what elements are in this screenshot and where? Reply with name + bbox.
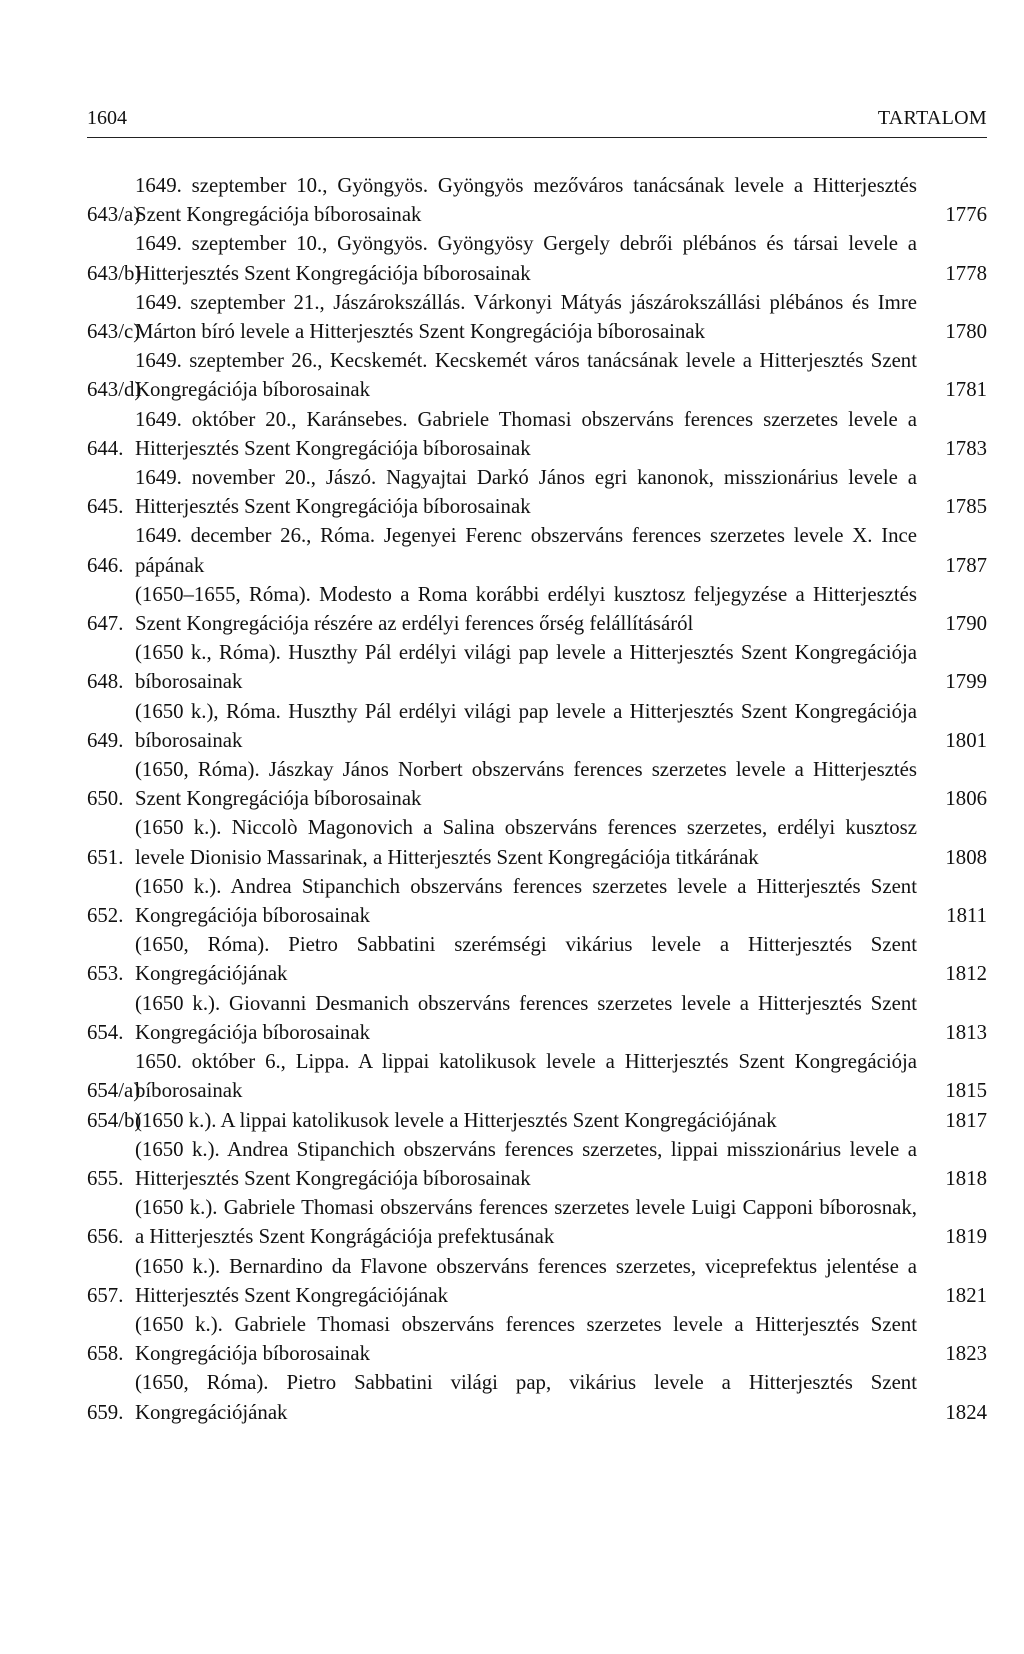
- entry-title: 1649. szeptember 10., Gyöngyös. Gyöngyös mezőváros tanácsának levele a Hitterjesztés Szent Kongregációja bíborosainak: [135, 174, 917, 227]
- toc-entry: [87, 1106, 987, 1135]
- entry-title: 1650. október 6., Lippa. A lippai katolikusok levele a Hitterjesztés Szent Kongregációja bíborosainak: [135, 1050, 917, 1103]
- entry-page: 1778: [945, 261, 987, 285]
- toc-entry: [87, 229, 987, 287]
- entry-page: 1776: [945, 203, 987, 227]
- entry-title: (1650 k.). Bernardino da Flavone obszerváns ferences szerzetes, viceprefektus jelentése a Hitterjesztés Szent Kongregációjának: [135, 1254, 917, 1307]
- page-number: 1604: [87, 107, 127, 129]
- entry-number: 649.: [87, 728, 124, 752]
- entry-title: 1649. december 26., Róma. Jegenyei Ferenc obszerváns ferences szerzetes levele X. Ince pápának: [135, 524, 917, 577]
- entry-page: 1813: [945, 1020, 987, 1044]
- entry-number: 643/a): [87, 203, 141, 227]
- entry-title: (1650–1655, Róma). Modesto a Roma korábbi erdélyi kusztosz feljegyzése a Hitterjesztés Szent Kongregációja részére az erdélyi ferences őrség felállításáról: [135, 582, 917, 636]
- entry-page: 1824: [945, 1400, 987, 1424]
- entry-number: 650.: [87, 787, 124, 811]
- toc-entry: [87, 1193, 987, 1251]
- entry-title: (1650 k.). Gabriele Thomasi obszerváns ferences szerzetes levele Luigi Capponi bíborosnak, a Hitterjesztés Szent Kongrágációja prefektusának: [135, 1196, 917, 1249]
- entry-number: 656.: [87, 1225, 124, 1249]
- toc-entry: [87, 1368, 987, 1426]
- entry-number: 643/d): [87, 378, 142, 402]
- toc-entry: [87, 872, 987, 930]
- entry-number: 654/a): [87, 1079, 141, 1103]
- entry-number: 647.: [87, 612, 124, 636]
- toc-entry: [87, 171, 987, 229]
- entry-number: 659.: [87, 1400, 124, 1424]
- toc-entry: [87, 405, 987, 463]
- entry-title: (1650 k.). Andrea Stipanchich obszerváns ferences szerzetes levele a Hitterjesztés Szent Kongregációja bíborosainak: [135, 874, 917, 928]
- running-head: TARTALOM: [877, 107, 987, 129]
- entry-number: 646.: [87, 553, 124, 577]
- toc-entry: [87, 580, 987, 638]
- toc-entry: [87, 521, 987, 579]
- toc-entry: [87, 1047, 987, 1105]
- toc-entry: [87, 989, 987, 1047]
- entry-page: 1821: [945, 1283, 987, 1307]
- entry-title: (1650 k., Róma). Huszthy Pál erdélyi világi pap levele a Hitterjesztés Szent Kongregációja bíborosainak: [135, 641, 917, 694]
- entry-number: 653.: [87, 962, 124, 986]
- toc-entry: [87, 697, 987, 755]
- entry-page: 1819: [945, 1225, 987, 1249]
- entry-number: 645.: [87, 495, 124, 519]
- entry-title: (1650 k.). Giovanni Desmanich obszerváns ferences szerzetes levele a Hitterjesztés Szent Kongregációja bíborosainak: [135, 991, 917, 1044]
- entry-page: 1787: [945, 553, 987, 577]
- entry-number: 654.: [87, 1020, 124, 1044]
- toc-entry: [87, 1135, 987, 1193]
- entry-page: 1823: [945, 1342, 987, 1366]
- toc-entry: [87, 1310, 987, 1368]
- entry-page: 1799: [945, 670, 987, 694]
- entry-page: 1812: [945, 962, 987, 986]
- entry-title: 1649. november 20., Jászó. Nagyajtai Darkó János egri kanonok, misszionárius levele a Hitterjesztés Szent Kongregációja bíborosainak: [135, 466, 917, 519]
- entry-title: (1650 k.). A lippai katolikusok levele a Hitterjesztés Szent Kongregációjának: [135, 1108, 777, 1132]
- entry-number: 651.: [87, 845, 124, 869]
- entry-page: 1815: [945, 1079, 987, 1103]
- entry-number: 657.: [87, 1283, 124, 1307]
- entry-page: 1818: [945, 1166, 987, 1190]
- entry-title: 1649. október 20., Karánsebes. Gabriele Thomasi obszerváns ferences szerzetes levele a Hitterjesztés Szent Kongregációja bíborosainak: [135, 407, 917, 460]
- entry-page: 1785: [945, 495, 987, 519]
- entry-number: 643/b): [87, 261, 142, 285]
- entry-title: 1649. szeptember 26., Kecskemét. Kecskemét város tanácsának levele a Hitterjesztés Szent Kongregációja bíborosainak: [135, 349, 917, 402]
- entry-number: 655.: [87, 1166, 124, 1190]
- entry-page: 1817: [945, 1108, 987, 1132]
- entry-number: 648.: [87, 670, 124, 694]
- table-of-contents: [87, 171, 987, 1427]
- page-header: [87, 107, 987, 138]
- entry-title: (1650 k.). Andrea Stipanchich obszerváns ferences szerzetes, lippai misszionárius levele a Hitterjesztés Szent Kongregációja bíborosainak: [135, 1137, 917, 1190]
- entry-page: 1806: [945, 787, 987, 811]
- entry-title: 1649. szeptember 10., Gyöngyös. Gyöngyösy Gergely debrői plébános és társai levele a Hitterjesztés Szent Kongregációja bíborosainak: [135, 232, 917, 285]
- toc-entry: [87, 1252, 987, 1310]
- toc-entry: [87, 813, 987, 871]
- entry-title: (1650, Róma). Jászkay János Norbert obszerváns ferences szerzetes levele a Hitterjesztés Szent Kongregációja bíborosainak: [135, 758, 917, 811]
- toc-entry: [87, 638, 987, 696]
- entry-title: (1650, Róma). Pietro Sabbatini világi pap, vikárius levele a Hitterjesztés Szent Kongregációjának: [135, 1371, 917, 1424]
- entry-number: 652.: [87, 904, 124, 928]
- entry-page: 1790: [945, 612, 987, 636]
- toc-entry: [87, 755, 987, 813]
- entry-title: 1649. szeptember 21., Jászárokszállás. Várkonyi Mátyás jászárokszállási plébános és Imre Márton bíró levele a Hitterjesztés Szent Kongregációja bíborosainak: [135, 290, 917, 344]
- entry-number: 658.: [87, 1342, 124, 1366]
- entry-page: 1783: [945, 436, 987, 460]
- entry-page: 1808: [945, 845, 987, 869]
- entry-number: 644.: [87, 436, 124, 460]
- entry-title: (1650 k.). Niccolò Magonovich a Salina obszerváns ferences szerzetes, erdélyi kusztosz levele Dionisio Massarinak, a Hitterjesztés Szent Kongregációja titkárának: [135, 816, 917, 869]
- entry-page: 1781: [945, 378, 987, 402]
- entry-page: 1780: [945, 320, 987, 344]
- entry-number: 654/b): [87, 1108, 142, 1132]
- entry-page: 1811: [946, 904, 987, 928]
- toc-entry: [87, 288, 987, 346]
- entry-title: (1650 k.), Róma. Huszthy Pál erdélyi világi pap levele a Hitterjesztés Szent Kongregációja bíborosainak: [135, 699, 917, 752]
- toc-entry: [87, 930, 987, 988]
- entry-page: 1801: [945, 728, 987, 752]
- toc-entry: [87, 346, 987, 404]
- toc-entry: [87, 463, 987, 521]
- entry-number: 643/c): [87, 320, 141, 344]
- entry-title: (1650 k.). Gabriele Thomasi obszerváns ferences szerzetes levele a Hitterjesztés Szent Kongregációja bíborosainak: [135, 1312, 917, 1366]
- entry-title: (1650, Róma). Pietro Sabbatini szerémségi vikárius levele a Hitterjesztés Szent Kongregációjának: [135, 933, 917, 986]
